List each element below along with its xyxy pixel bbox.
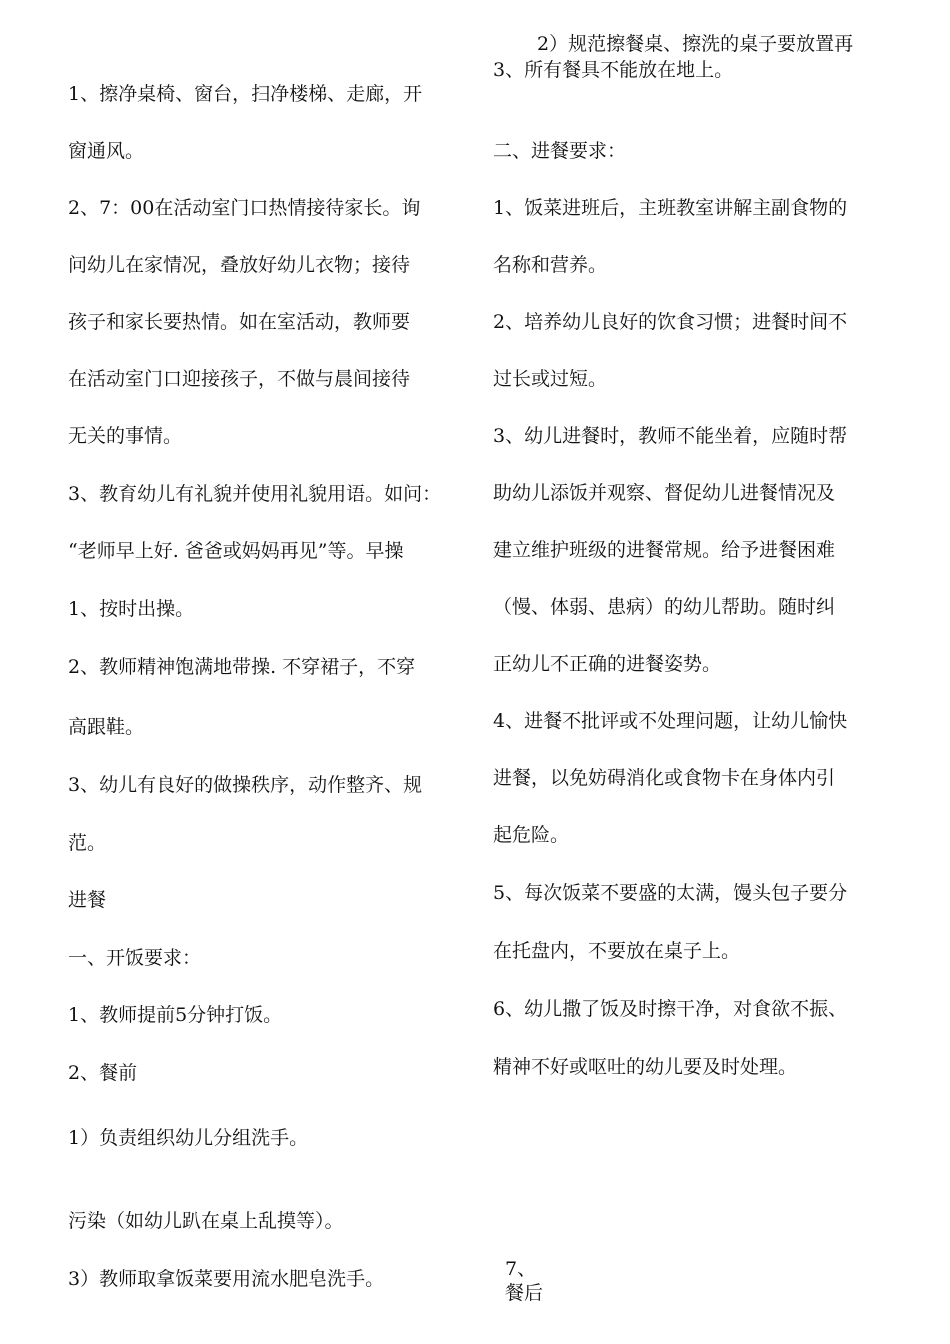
paragraph-line: 3、所有餐具不能放在地上。	[493, 59, 734, 81]
paragraph-line: 1）负责组织幼儿分组洗手。	[68, 1127, 309, 1149]
section-heading: 二、进餐要求：	[493, 140, 627, 162]
section-heading: 一、开饭要求：	[68, 947, 202, 969]
paragraph-line: 污染（如幼儿趴在桌上乱摸等）。	[68, 1210, 344, 1232]
paragraph-line: 起危险。	[493, 824, 570, 846]
paragraph-line: 窗通风。	[68, 140, 145, 162]
paragraph-line: 名称和营养。	[493, 254, 608, 276]
paragraph-line: 1、饭菜进班后，主班教室讲解主副食物的	[493, 197, 848, 219]
paragraph-line: “老师早上好. 爸爸或妈妈再见”等。早操	[68, 540, 404, 562]
paragraph-line: 在托盘内，不要放在桌子上。	[493, 940, 741, 962]
paragraph-line: 高跟鞋。	[68, 716, 145, 738]
paragraph-line: （慢、体弱、患病）的幼儿帮助。随时纠	[493, 596, 836, 618]
paragraph-line: 孩子和家长要热情。如在室活动，教师要	[68, 311, 411, 333]
paragraph-line: 进餐，以免妨碍消化或食物卡在身体内引	[493, 767, 836, 789]
paragraph-line: 正幼儿不正确的进餐姿势。	[493, 653, 722, 675]
paragraph-line: 1、擦净桌椅、窗台，扫净楼梯、走廊，开	[68, 83, 423, 105]
paragraph-line: 过长或过短。	[493, 368, 608, 390]
paragraph-line: 在活动室门口迎接孩子，不做与晨间接待	[68, 368, 411, 390]
paragraph-line: 1、教师提前5分钟打饭。	[68, 1004, 283, 1026]
paragraph-line: 无关的事情。	[68, 425, 183, 447]
paragraph-line: 2）规范擦餐桌、擦洗的桌子要放置再	[537, 33, 854, 55]
paragraph-line: 3）教师取拿饭菜要用流水肥皂洗手。	[68, 1268, 385, 1290]
paragraph-line: 范。	[68, 832, 107, 854]
paragraph-line: 2、餐前	[68, 1062, 138, 1084]
paragraph-line: 助幼儿添饭并观察、督促幼儿进餐情况及	[493, 482, 836, 504]
paragraph-line: 3、幼儿进餐时，教师不能坐着，应随时帮	[493, 425, 848, 447]
section-heading: 进餐	[68, 889, 107, 911]
paragraph-line: 5、每次饭菜不要盛的太满，馒头包子要分	[493, 882, 848, 904]
paragraph-line: 精神不好或呕吐的幼儿要及时处理。	[493, 1056, 798, 1078]
section-heading: 餐后	[505, 1282, 544, 1304]
paragraph-line: 2、7：00在活动室门口热情接待家长。询	[68, 197, 421, 219]
paragraph-line: 2、教师精神饱满地带操. 不穿裙子，不穿	[68, 656, 416, 678]
paragraph-line: 7、	[505, 1258, 537, 1280]
paragraph-line: 3、幼儿有良好的做操秩序，动作整齐、规	[68, 774, 423, 796]
paragraph-line: 3、教育幼儿有礼貌并使用礼貌用语。如问：	[68, 483, 442, 505]
paragraph-line: 4、进餐不批评或不处理问题，让幼儿愉快	[493, 710, 848, 732]
paragraph-line: 2、培养幼儿良好的饮食习惯；进餐时间不	[493, 311, 848, 333]
paragraph-line: 1、按时出操。	[68, 598, 195, 620]
paragraph-line: 问幼儿在家情况，叠放好幼儿衣物；接待	[68, 254, 411, 276]
paragraph-line: 建立维护班级的进餐常规。给予进餐困难	[493, 539, 836, 561]
paragraph-line: 6、幼儿撒了饭及时擦干净，对食欲不振、	[493, 998, 848, 1020]
